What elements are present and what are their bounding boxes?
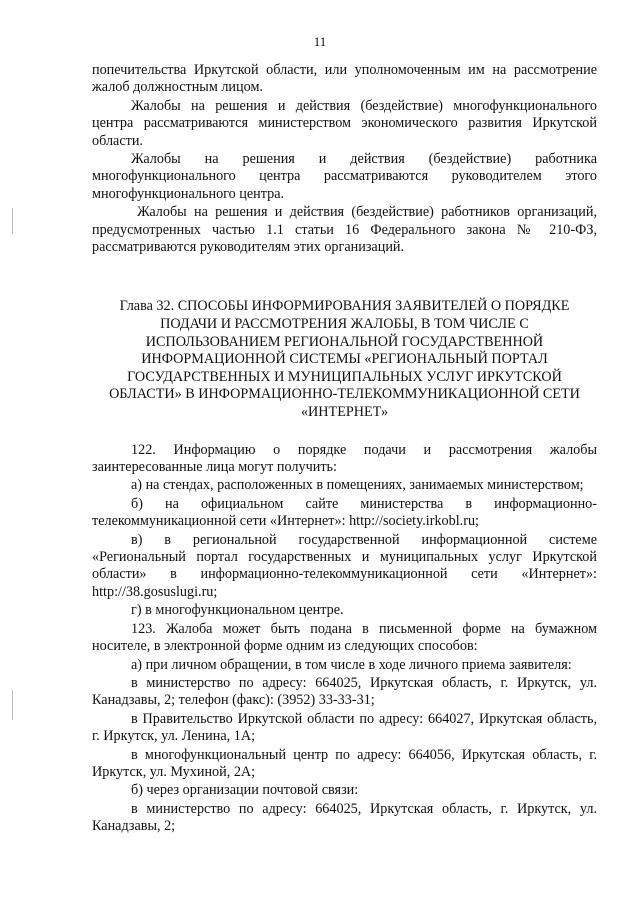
paragraph: в министерство по адресу: 664025, Иркутская область, г. Иркутск, ул. Канадзавы, 2; xyxy=(92,800,597,835)
page-number: 11 xyxy=(313,34,327,49)
paragraph: в многофункциональный центр по адресу: 664056, Иркутская область, г. Иркутск, ул. Мухиной, 2А; xyxy=(92,746,597,780)
document-body xyxy=(92,62,597,837)
paragraph: б) через организации почтовой связи: xyxy=(131,782,359,799)
scan-edge-mark xyxy=(12,208,13,234)
paragraph: г) в многофункциональном центре. xyxy=(131,602,344,619)
paragraph: Жалобы на решения и действия (бездействие) многофункционального центра рассматриваются министерством экономического развития Иркутской области. xyxy=(92,97,597,149)
paragraph: а) на стендах, расположенных в помещениях, занимаемых министерством; xyxy=(131,477,584,494)
paragraph: а) при личном обращении, в том числе в ходе личного приема заявителя: xyxy=(131,656,572,673)
paragraphs-before-heading xyxy=(92,62,597,256)
chapter-heading: Глава 32. СПОСОБЫ ИНФОРМИРОВАНИЯ ЗАЯВИТЕЛЕЙ О ПОРЯДКЕ ПОДАЧИ И РАССМОТРЕНИЯ ЖАЛОБЫ, В ТОМ ЧИСЛЕ С ИСПОЛЬЗОВАНИЕМ РЕГИОНАЛЬНОЙ ГОСУДАРСТВЕННОЙ ИНФОРМАЦИОННОЙ СИСТЕМЫ «РЕГИОНАЛЬНЫЙ ПОРТАЛ ГОСУДАРСТВЕННЫХ И МУНИЦИПАЛЬНЫХ УСЛУГ ИРКУТСКОЙ ОБЛАСТИ» В ИНФОРМАЦИОННО-ТЕЛЕКОММУНИКАЦИОННОЙ СЕТИ «ИНТЕРНЕТ» xyxy=(109,298,580,421)
paragraph: Жалобы на решения и действия (бездействие) работника многофункционального центра рассматриваются руководителем этого многофункционального центра. xyxy=(92,151,597,202)
paragraph: Жалобы на решения и действия (бездействие) работников организаций, предусмотренных частью 1.1 статьи 16 Федерального закона № 210-ФЗ, рассматриваются руководителям этих организаций. xyxy=(92,204,597,256)
paragraph: попечительства Иркутской области, или уполномоченным им на рассмотрение жалоб должностным лицом. xyxy=(92,62,597,96)
paragraph: в) в региональной государственной информационной системе «Региональный портал государственных и муниципальных услуг Иркутской области» в информационно-телекоммуникационной сети «Интернет»: http://38.gosuslugi.ru; xyxy=(92,531,597,600)
paragraph: в министерство по адресу: 664025, Иркутская область, г. Иркутск, ул. Канадзавы, 2; телефон (факс): (3952) 33-33-31; xyxy=(92,674,597,709)
paragraph: б) на официальном сайте министерства в информационно-телекоммуникационной сети «Интернет»: http://society.irkobl.ru; xyxy=(92,495,597,530)
paragraph: 122. Информацию о порядке подачи и рассмотрения жалобы заинтересованные лица могут получить: xyxy=(92,441,597,476)
paragraph: 123. Жалоба может быть подана в письменной форме на бумажном носителе, в электронной форме одним из следующих способов: xyxy=(92,620,597,655)
paragraph: в Правительство Иркутской области по адресу: 664027, Иркутская область, г. Иркутск, ул. Ленина, 1А; xyxy=(92,710,597,745)
scan-edge-mark xyxy=(12,690,13,720)
paragraphs-after-heading xyxy=(92,442,597,836)
